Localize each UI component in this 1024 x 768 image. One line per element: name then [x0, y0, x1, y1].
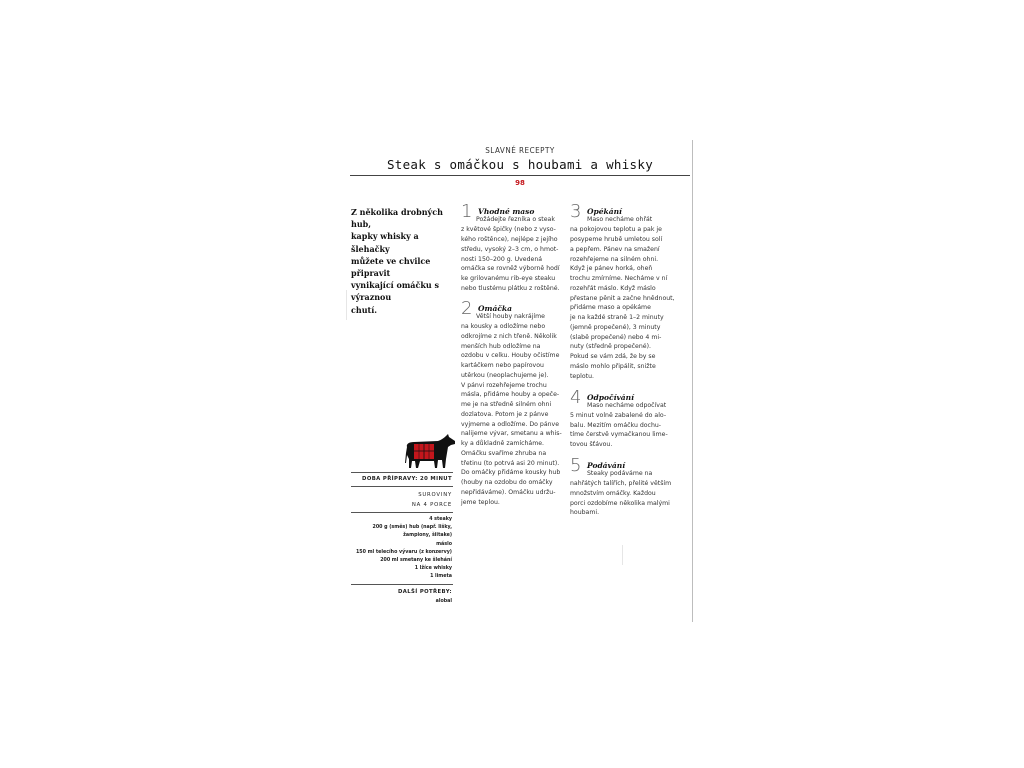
step-line: balu. Mezitím omáčku dochu- [570, 422, 662, 429]
info-divider [351, 472, 453, 473]
step-number: 3 [570, 201, 582, 222]
step-line: Požádejte řezníka o steak [476, 216, 555, 223]
step-line: Maso necháme ohřát [587, 216, 653, 223]
step-heading: Opékání [587, 207, 622, 216]
step-line: (jemně propečené), 3 minuty [570, 324, 661, 331]
step-line: rozehřejeme na silném ohni. [570, 256, 659, 263]
step-line: kého roštěnce), nejlépe z jejího [461, 236, 558, 243]
step-line: nuty (středně propečené). [570, 343, 651, 350]
ingredients-label: SUROVINY [418, 492, 452, 498]
step-line: třetinu (to potrvá asi 20 minut). [461, 460, 560, 467]
step-line: nosti 150–200 g. Uvedená [461, 256, 543, 263]
step-line: porci ozdobíme několika malými [570, 500, 670, 507]
step-line: ozdobu v celku. Houby očistíme [461, 352, 560, 359]
step-line: ky a důkladně zamícháme. [461, 440, 545, 447]
step-line: přidáme maso a opékáme [570, 304, 651, 311]
step-line: houbami. [570, 509, 600, 516]
step-number: 4 [570, 387, 582, 408]
lead-line: můžete ve chvilce připravit [351, 255, 431, 279]
lead-paragraph [351, 206, 455, 316]
step-heading: Odpočívání [587, 393, 634, 402]
recipe-title: Steak s omáčkou s houbami a whisky [386, 157, 654, 172]
step-line: Omáčku svaříme zhruba na [461, 450, 547, 457]
step-line: středu, vysoký 2–3 cm, o hmot- [461, 246, 559, 253]
step-heading: Omáčka [478, 304, 512, 313]
step-line: me je na středně silném ohni [461, 401, 552, 408]
step-line: Do omáčky přidáme kousky hub [461, 469, 561, 476]
step-line: Když je pánev horká, oheň [570, 265, 653, 272]
step-heading: Podávání [587, 461, 626, 470]
ingredient-item: máslo [436, 541, 452, 547]
step-line: přestane pěnit a začne hnědnout, [570, 295, 675, 302]
prep-time: DOBA PŘÍPRAVY: 20 MINUT [362, 476, 452, 482]
info-divider [351, 512, 453, 513]
lead-line: Z několika drobných hub, [351, 207, 443, 230]
step-line: jeme teplou. [461, 499, 500, 506]
page-edge-line [692, 140, 693, 622]
step-line: nahřátých talířích, přelité větším [570, 480, 672, 487]
step-line: posypeme hrubě umletou solí [570, 236, 663, 243]
scan-mark [346, 290, 347, 320]
step-line: 5 minut volně zabalené do alo- [570, 412, 667, 419]
step-line: kartáčkem nebo papírovou [461, 362, 544, 369]
info-divider [351, 584, 453, 585]
step-line: odkrojíme z nich třeně. Několik [461, 333, 557, 340]
step-line: na kousky a odložíme nebo [461, 323, 546, 330]
step-line: trochu zmírníme. Necháme v ní [570, 275, 668, 282]
section-kicker: SLAVNÉ RECEPTY [485, 146, 555, 155]
step-line: menších hub odložíme na [461, 343, 541, 350]
ingredient-item: žampiony, šiitake) [403, 532, 452, 538]
step-line: (houby na ozdobu do omáčky [461, 479, 553, 486]
servings-label: NA 4 PORCE [411, 502, 452, 508]
step-number: 1 [461, 201, 473, 222]
step-line: teplotu. [570, 373, 594, 380]
step-line: a pepřem. Pánev na smažení [570, 246, 660, 253]
step-line: másla, přidáme houby a opeče- [461, 391, 560, 398]
step-line: nebo tlustému plátku z roštěné. [461, 285, 560, 292]
step-line: omáčka se rovněž výborně hodí [461, 265, 560, 272]
lead-line: vynikající omáčku s výraznou [351, 280, 440, 303]
scan-mark [622, 545, 623, 565]
page-number: 98 [515, 179, 525, 187]
step-line: tíme čerstvě vymačkanou lime- [570, 431, 668, 438]
step-line: (slabě propečené) nebo 4 mi- [570, 334, 662, 341]
step-heading: Vhodné maso [478, 207, 535, 216]
step-line: na pokojovou teplotu a pak je [570, 226, 662, 233]
step-line: rozehřát máslo. Když máslo [570, 285, 656, 292]
other-needs-items: alobal [435, 598, 452, 604]
step-line: nepřidáváme). Omáčku udržu- [461, 489, 556, 496]
step-number: 5 [570, 455, 582, 476]
step-line: utěrkou (neoplachujeme je). [461, 372, 549, 379]
ingredient-item: 200 ml smetany ke šlehání [380, 557, 452, 563]
step-line: Pokud se vám zdá, že by se [570, 353, 656, 360]
step-number: 2 [461, 298, 473, 319]
lead-line: chutí. [351, 304, 378, 315]
step-line: V pánvi rozehřejeme trochu [461, 382, 547, 389]
lead-line: kapky whisky a šlehačky [351, 231, 419, 254]
ingredient-item: 4 steaky [429, 516, 452, 522]
ingredient-item: 150 ml telecího vývaru (z konzervy) [355, 549, 452, 555]
step-line: množstvím omáčky. Každou [570, 490, 656, 497]
step-line: Maso necháme odpočívat [587, 402, 667, 409]
ingredient-item: 1 limeta [430, 573, 452, 579]
step-line: máslo mohlo připálit, snižte [570, 363, 656, 370]
step-line: je na každé straně 1–2 minuty [570, 314, 664, 321]
other-needs-label: DALŠÍ POTŘEBY: [397, 589, 452, 595]
info-divider [351, 486, 453, 487]
cow-cut-icon [404, 433, 456, 471]
ingredient-item: 200 g (směs) hub (např. lišky, [372, 524, 452, 530]
step-line: ke grilovanému rib-eye steaku [461, 275, 556, 282]
step-line: tovou šťávou. [570, 441, 613, 448]
ingredient-item: 1 lžíce whisky [414, 565, 452, 571]
step-line: nalijeme vývar, smetanu a whis- [461, 430, 562, 437]
step-line: vyjmeme a odložíme. Do pánve [461, 421, 560, 428]
step-line: dozlatova. Potom je z pánve [461, 411, 549, 418]
step-line: Steaky podáváme na [587, 470, 653, 477]
step-line: Větší houby nakrájíme [476, 313, 545, 320]
step-line: z květové špičky (nebo z vyso- [461, 226, 556, 233]
title-divider [350, 175, 690, 176]
